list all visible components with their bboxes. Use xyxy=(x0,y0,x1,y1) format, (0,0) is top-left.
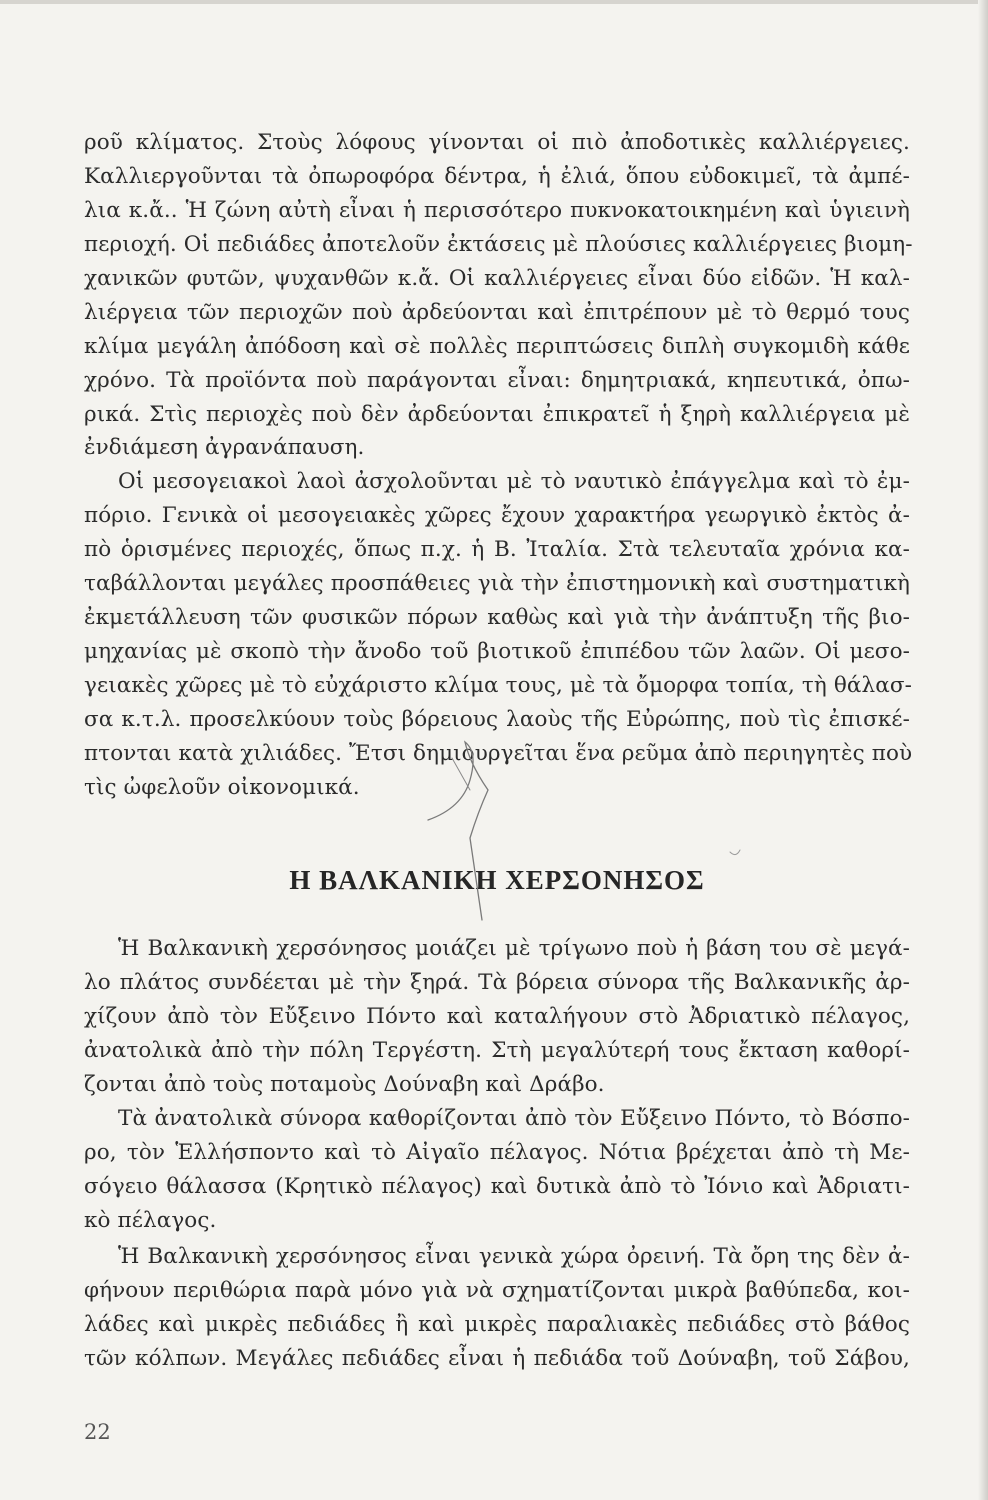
text-line: σόγειο θάλασσα (Κρητικὸ πέλαγος) καὶ δυτικὰ ἀπὸ τὸ Ἰόνιο καὶ Ἀδριατι- xyxy=(84,1174,910,1199)
text-line: πὸ ὁρισμένες περιοχές, ὅπως π.χ. ἡ Β. Ἰταλία. Στὰ τελευταῖα χρόνια κα- xyxy=(84,537,910,562)
text-line: ρικά. Στὶς περιοχὲς ποὺ δὲν ἀρδεύονται ἐπικρατεῖ ἡ ξηρὴ καλλιέργεια μὲ xyxy=(84,402,910,427)
text-line: ρο, τὸν Ἑλλήσποντο καὶ τὸ Αἰγαῖο πέλαγος. Νότια βρέχεται ἀπὸ τὴ Με- xyxy=(84,1140,910,1165)
text-line: γειακὲς χῶρες μὲ τὸ εὐχάριστο κλίμα τους, μὲ τὰ ὄμορφα τοπία, τὴ θάλασ- xyxy=(84,673,912,698)
text-line: Ἡ Βαλκανικὴ χερσόνησος εἶναι γενικὰ χώρα ὀρεινή. Τὰ ὄρη της δὲν ἀ- xyxy=(118,1244,910,1269)
text-line: Τὰ ἀνατολικὰ σύνορα καθορίζονται ἀπὸ τὸν Εὔξεινο Πόντο, τὸ Βόσπο- xyxy=(118,1106,910,1131)
text-line: ἐνδιάμεση ἀγρανάπαυση. xyxy=(84,435,365,460)
page-right-edge xyxy=(978,0,988,1500)
text-line: χρόνο. Τὰ προϊόντα ποὺ παράγονται εἶναι: δημητριακά, κηπευτικά, ὀπω- xyxy=(84,368,910,393)
text-line: ταβάλλονται μεγάλες προσπάθειες γιὰ τὴν ἐπιστημονικὴ καὶ συστηματικὴ xyxy=(84,571,910,596)
text-line: κλίμα μεγάλη ἀπόδοση καὶ σὲ πολλὲς περιπτώσεις διπλὴ συγκομιδὴ κάθε xyxy=(84,334,910,359)
text-line: σα κ.τ.λ. προσελκύουν τοὺς βόρειους λαοὺς τῆς Εὐρώπης, ποὺ τὶς ἐπισκέ- xyxy=(84,707,910,732)
text-line: Ἡ Βαλκανικὴ χερσόνησος μοιάζει μὲ τρίγωνο ποὺ ἡ βάση του σὲ μεγά- xyxy=(118,936,910,961)
text-line: χίζουν ἀπὸ τὸν Εὔξεινο Πόντο καὶ καταλήγουν στὸ Ἀδριατικὸ πέλαγος, xyxy=(84,1004,910,1029)
text-line: μηχανίας μὲ σκοπὸ τὴν ἄνοδο τοῦ βιοτικοῦ ἐπιπέδου τῶν λαῶν. Οἱ μεσο- xyxy=(84,639,910,664)
text-line: περιοχή. Οἱ πεδιάδες ἀποτελοῦν ἐκτάσεις μὲ πλούσιες καλλιέργειες βιομη- xyxy=(84,232,913,257)
text-line: Οἱ μεσογειακοὶ λαοὶ ἀσχολοῦνται μὲ τὸ ναυτικὸ ἐπάγγελμα καὶ τὸ ἐμ- xyxy=(118,469,910,494)
section-heading: Η ΒΑΛΚΑΝΙΚΗ ΧΕΡΣΟΝΗΣΟΣ xyxy=(289,865,705,895)
text-line: χανικῶν φυτῶν, ψυχανθῶν κ.ἄ. Οἱ καλλιέργειες εἶναι δύο εἰδῶν. Ἡ καλ- xyxy=(84,266,910,291)
text-line: ζονται ἀπὸ τοὺς ποταμοὺς Δούναβη καὶ Δράβο. xyxy=(84,1072,605,1097)
page-number: 22 xyxy=(84,1420,111,1444)
text-line: τῶν κόλπων. Μεγάλες πεδιάδες εἶναι ἡ πεδιάδα τοῦ Δούναβη, τοῦ Σάβου, xyxy=(84,1346,910,1371)
text-line: ἐκμετάλλευση τῶν φυσικῶν πόρων καθὼς καὶ γιὰ τὴν ἀνάπτυξη τῆς βιο- xyxy=(84,605,910,630)
text-line: φήνουν περιθώρια παρὰ μόνο γιὰ νὰ σχηματίζονται μικρὰ βαθύπεδα, κοι- xyxy=(84,1278,910,1303)
text-line: λο πλάτος συνδέεται μὲ τὴν ξηρά. Τὰ βόρεια σύνορα τῆς Βαλκανικῆς ἀρ- xyxy=(84,970,910,995)
text-line: Καλλιεργοῦνται τὰ ὀπωροφόρα δέντρα, ἡ ἐλιά, ὅπου εὐδοκιμεῖ, τὰ ἀμπέ- xyxy=(84,164,910,189)
text-line: λιέργεια τῶν περιοχῶν ποὺ ἀρδεύονται καὶ ἐπιτρέπουν μὲ τὸ θερμό τους xyxy=(84,300,910,325)
text-line: πτονται κατὰ χιλιάδες. Ἔτσι δημιουργεῖται ἕνα ρεῦμα ἀπὸ περιηγητὲς ποὺ xyxy=(84,741,913,766)
text-line: κὸ πέλαγος. xyxy=(84,1208,217,1233)
text-line: ροῦ κλίματος. Στοὺς λόφους γίνονται οἱ πιὸ ἀποδοτικὲς καλλιέργειες. xyxy=(84,130,910,155)
text-line: λάδες καὶ μικρὲς πεδιάδες ἢ καὶ μικρὲς παραλιακὲς πεδιάδες στὸ βάθος xyxy=(84,1312,910,1337)
text-line: ἀνατολικὰ ἀπὸ τὴν πόλη Τεργέστη. Στὴ μεγαλύτερή τους ἔκταση καθορί- xyxy=(84,1038,910,1063)
page-top-edge xyxy=(0,0,988,4)
text-line: λια κ.ἄ.. Ἡ ζώνη αὐτὴ εἶναι ἡ περισσότερο πυκνοκατοικημένη καὶ ὑγιεινὴ xyxy=(84,198,910,223)
text-line: πόριο. Γενικὰ οἱ μεσογειακὲς χῶρες ἔχουν χαρακτήρα γεωργικὸ ἐκτὸς ἀ- xyxy=(84,503,910,528)
text-line: τὶς ὠφελοῦν οἰκονομικά. xyxy=(84,775,360,800)
